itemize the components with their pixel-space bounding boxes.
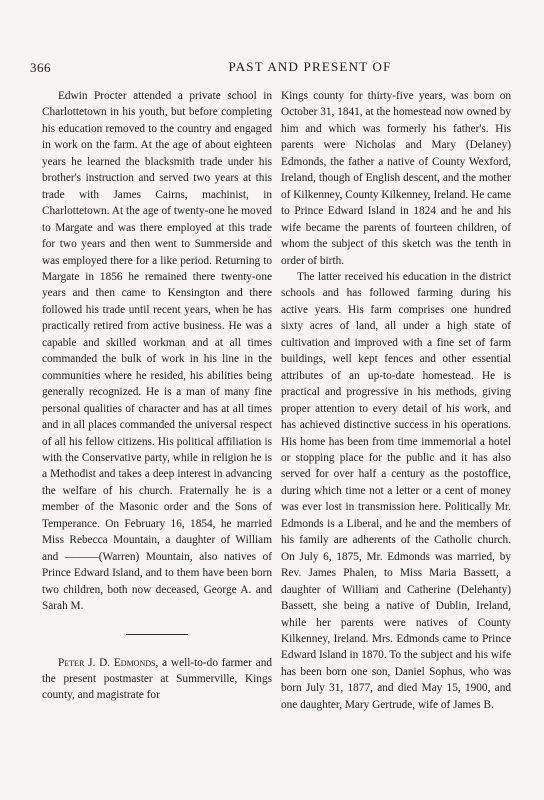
- paragraph-procter: Edwin Procter attended a private school in Charlottetown in his youth, but before completing his education removed to the country and engaged in work on the farm. At the age of about eighteen years he learned the blacksmith trade under his brother's instruction and served two years at this trade with James Cairns, machinist, in Charlottetown. At the age of twenty-one he moved to Margate and was there employed at this trade for two years and then went to Summerside and was employed there for a like period. Returning to Margate in 1856 he remained there twenty-one years and then came to Kensington and there followed his trade until recent years, when he has practically retired from active business. He was a capable and skilled workman and at all times commanded the bulk of work in his line in the communities where he resided, his abilities being generally recognized. He is a man of many fine personal qualities of character and has at all times and in all places commanded the universal respect of all his fellow citizens. His political affiliation is with the Conservative party, while in religion he is a Methodist and takes a deep interest in advancing the welfare of his church. Fraternally he is a member of the Masonic order and the Sons of Temperance. On February 16, 1854, he married Miss Rebecca Mountain, a daughter of William and ———(Warren) Mountain, also natives of Prince Edward Island, and to them have been born two children, both now deceased, George A. and Sarah M.: [42, 90, 272, 613]
- page-number: 366: [30, 60, 51, 75]
- paragraph-edmonds-intro: [42, 655, 272, 704]
- paragraph-edmonds-intro-text: , a well-to-do farmer and the present postmaster at Summerville, Kings county, and magistrate for: [42, 656, 272, 702]
- right-column: [281, 88, 511, 713]
- running-title: PAST AND PRESENT OF: [228, 59, 392, 74]
- paragraph-edmonds-continued: Kings county for thirty-five years, was born on October 31, 1841, at the homestead now owned by him and which was formerly his father's. His parents were Nicholas and Mary (Delaney) Edmonds, the father a native of County Wexford, Ireland, though of English descent, and the mother of Kilkenney, County Kilkenney, Ireland. He came to Prince Edward Island in 1824 and he and his wife became the parents of fourteen children, of whom the subject of this sketch was the tenth in order of birth.: [281, 90, 511, 267]
- left-column: [42, 88, 272, 704]
- entry-name: Peter J. D. Edmonds: [58, 656, 156, 669]
- section-divider: [126, 634, 188, 635]
- paragraph-edmonds-education: The latter received his education in the district schools and has followed farming during his active years. His farm comprises one hundred sixty acres of land, all under a high state of cultivation and improved with a fine set of farm buildings, well kept fences and other essential attributes of an up-to-date homestead. He is practical and progressive in his methods, giving proper attention to every detail of his work, and has achieved distinctive success in his operations. His home has been from time immemorial a hotel or stopping place for the public and it has also served for over half a century as the postoffice, during which time not a letter or a cent of money was ever lost in transmission here. Politically Mr. Edmonds is a Liberal, and he and the members of his family are adherents of the Catholic church. On July 6, 1875, Mr. Edmonds was married, by Rev. James Phalen, to Miss Maria Bassett, a daughter of William and Catherine (Delehanty) Bassett, she being a native of Dublin, Ireland, while her parents were natives of County Kilkenney, Ireland. Mrs. Edmonds came to Prince Edward Island in 1870. To the subject and his wife has been born one son, Daniel Sophus, who was born July 31, 1877, and died May 15, 1900, and one daughter, Mary Gertrude, wife of James B.: [281, 270, 511, 711]
